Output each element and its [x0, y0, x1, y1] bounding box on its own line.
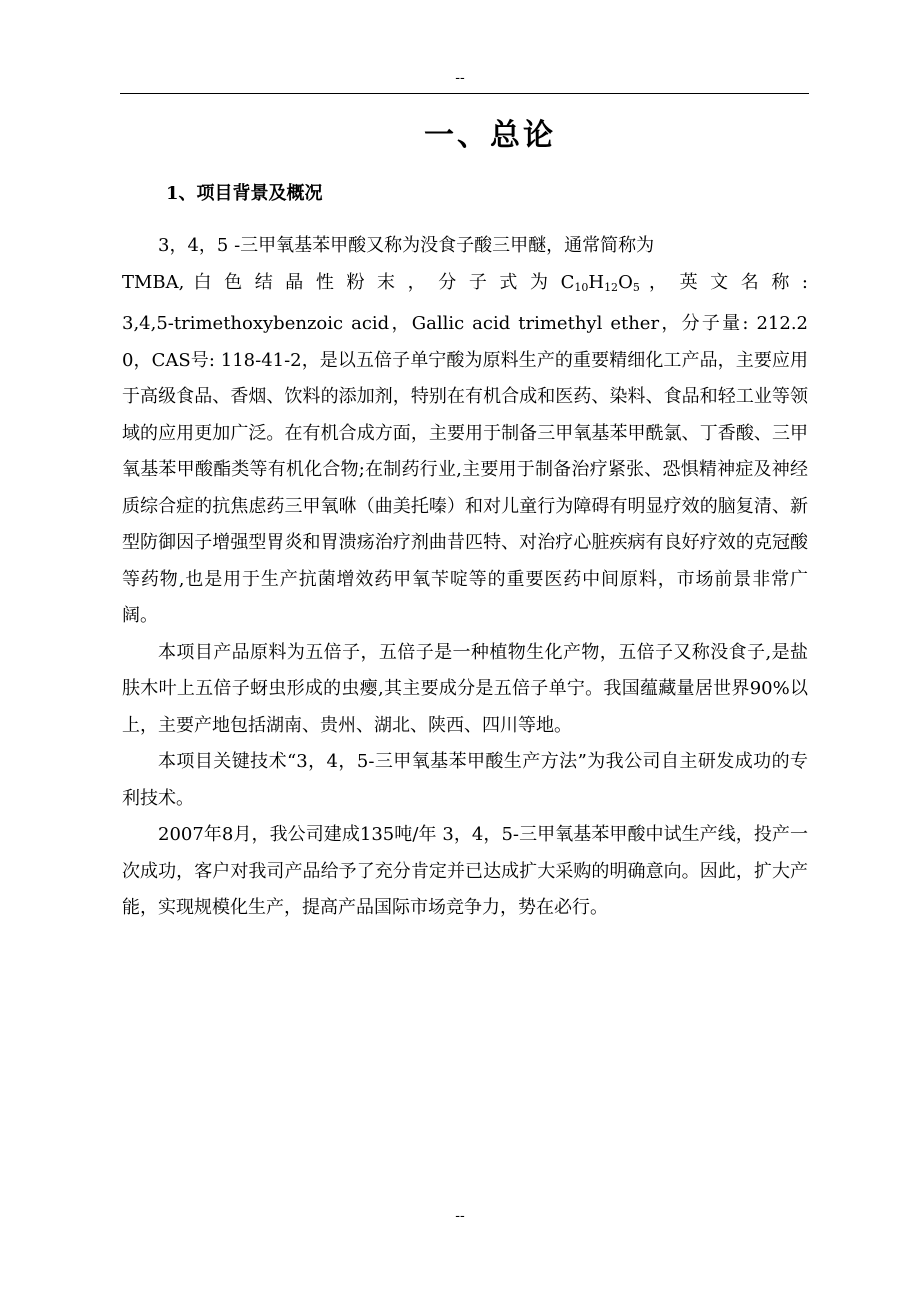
paragraph-raw-material: 本项目产品原料为五倍子，五倍子是一种植物生化产物，五倍子又称没食子,是盐肤木叶上五倍子蚜虫形成的虫瘿,其主要成分是五倍子单宁。我国蕴藏量居世界90%以上，主要产地包括湖南、贵州、湖北、陕西、四川等地。	[122, 641, 808, 736]
body-text	[122, 228, 808, 927]
paragraph-pilot-line: 2007年8月，我公司建成135吨/年 3，4，5-三甲氧基苯甲酸中试生产线，投产一次成功，客户对我司产品给予了充分肯定并已达成扩大采购的明确意向。因此，扩大产能，实现规模化生产，提高产品国际市场竞争力，势在必行。	[122, 824, 808, 918]
section-heading: 1、项目背景及概况	[166, 183, 323, 204]
paragraph-key-technology: 本项目关键技术“3，4，5-三甲氧基苯甲酸生产方法”为我公司自主研发成功的专利技术。	[122, 751, 808, 809]
formula-element: H	[588, 271, 605, 293]
formula-text-after: ， 英 文 名 称 :	[639, 271, 808, 293]
paragraph-rest: 3,4,5-trimethoxybenzoic acid，Gallic acid trimethyl ether，分子量: 212.20，CAS号: 118-41-2，是以五倍子单宁酸为原料生产的重要精细化工产品，主要应用于高级食品、香烟、饮料的添加剂，特别在有机合成和医药、染料、食品和轻工业等领域的应用更加广泛。在有机合成方面，主要用于制备三甲氧基苯甲酰氯、丁香酸、三甲氧基苯甲酸酯类等有机化合物;在制药行业,主要用于制备治疗紧张、恐惧精神症及神经质综合症的抗焦虑药三甲氧咻（曲美托嗪）和对儿童行为障碍有明显疗效的脑复清、新型防御因子增强型胃炎和胃溃疡治疗剂曲昔匹特、对治疗心脏疾病有良好疗效的克冠酸等药物,也是用于生产抗菌增效药甲氧苄啶等的重要医药中间原料，市场前景非常广阔。	[122, 313, 808, 626]
formula-subscript: 10	[574, 280, 589, 294]
paragraph-product-intro	[122, 228, 808, 635]
page-header-mark: --	[455, 70, 465, 86]
header-divider	[120, 93, 809, 94]
paragraph-line: 3，4，5 -三甲氧基苯甲酸又称为没食子酸三甲醚，通常简称为	[158, 235, 655, 256]
page-footer-mark: --	[455, 1208, 465, 1224]
formula-text-before: TMBA, 白 色 结 晶 性 粉 末 ， 分 子 式 为 C	[122, 271, 575, 293]
chapter-title: 一、总论	[424, 118, 556, 153]
formula-subscript: 12	[604, 280, 619, 294]
formula-subscript: 5	[632, 280, 640, 294]
formula-line	[122, 265, 808, 307]
formula-element: O	[618, 271, 633, 293]
